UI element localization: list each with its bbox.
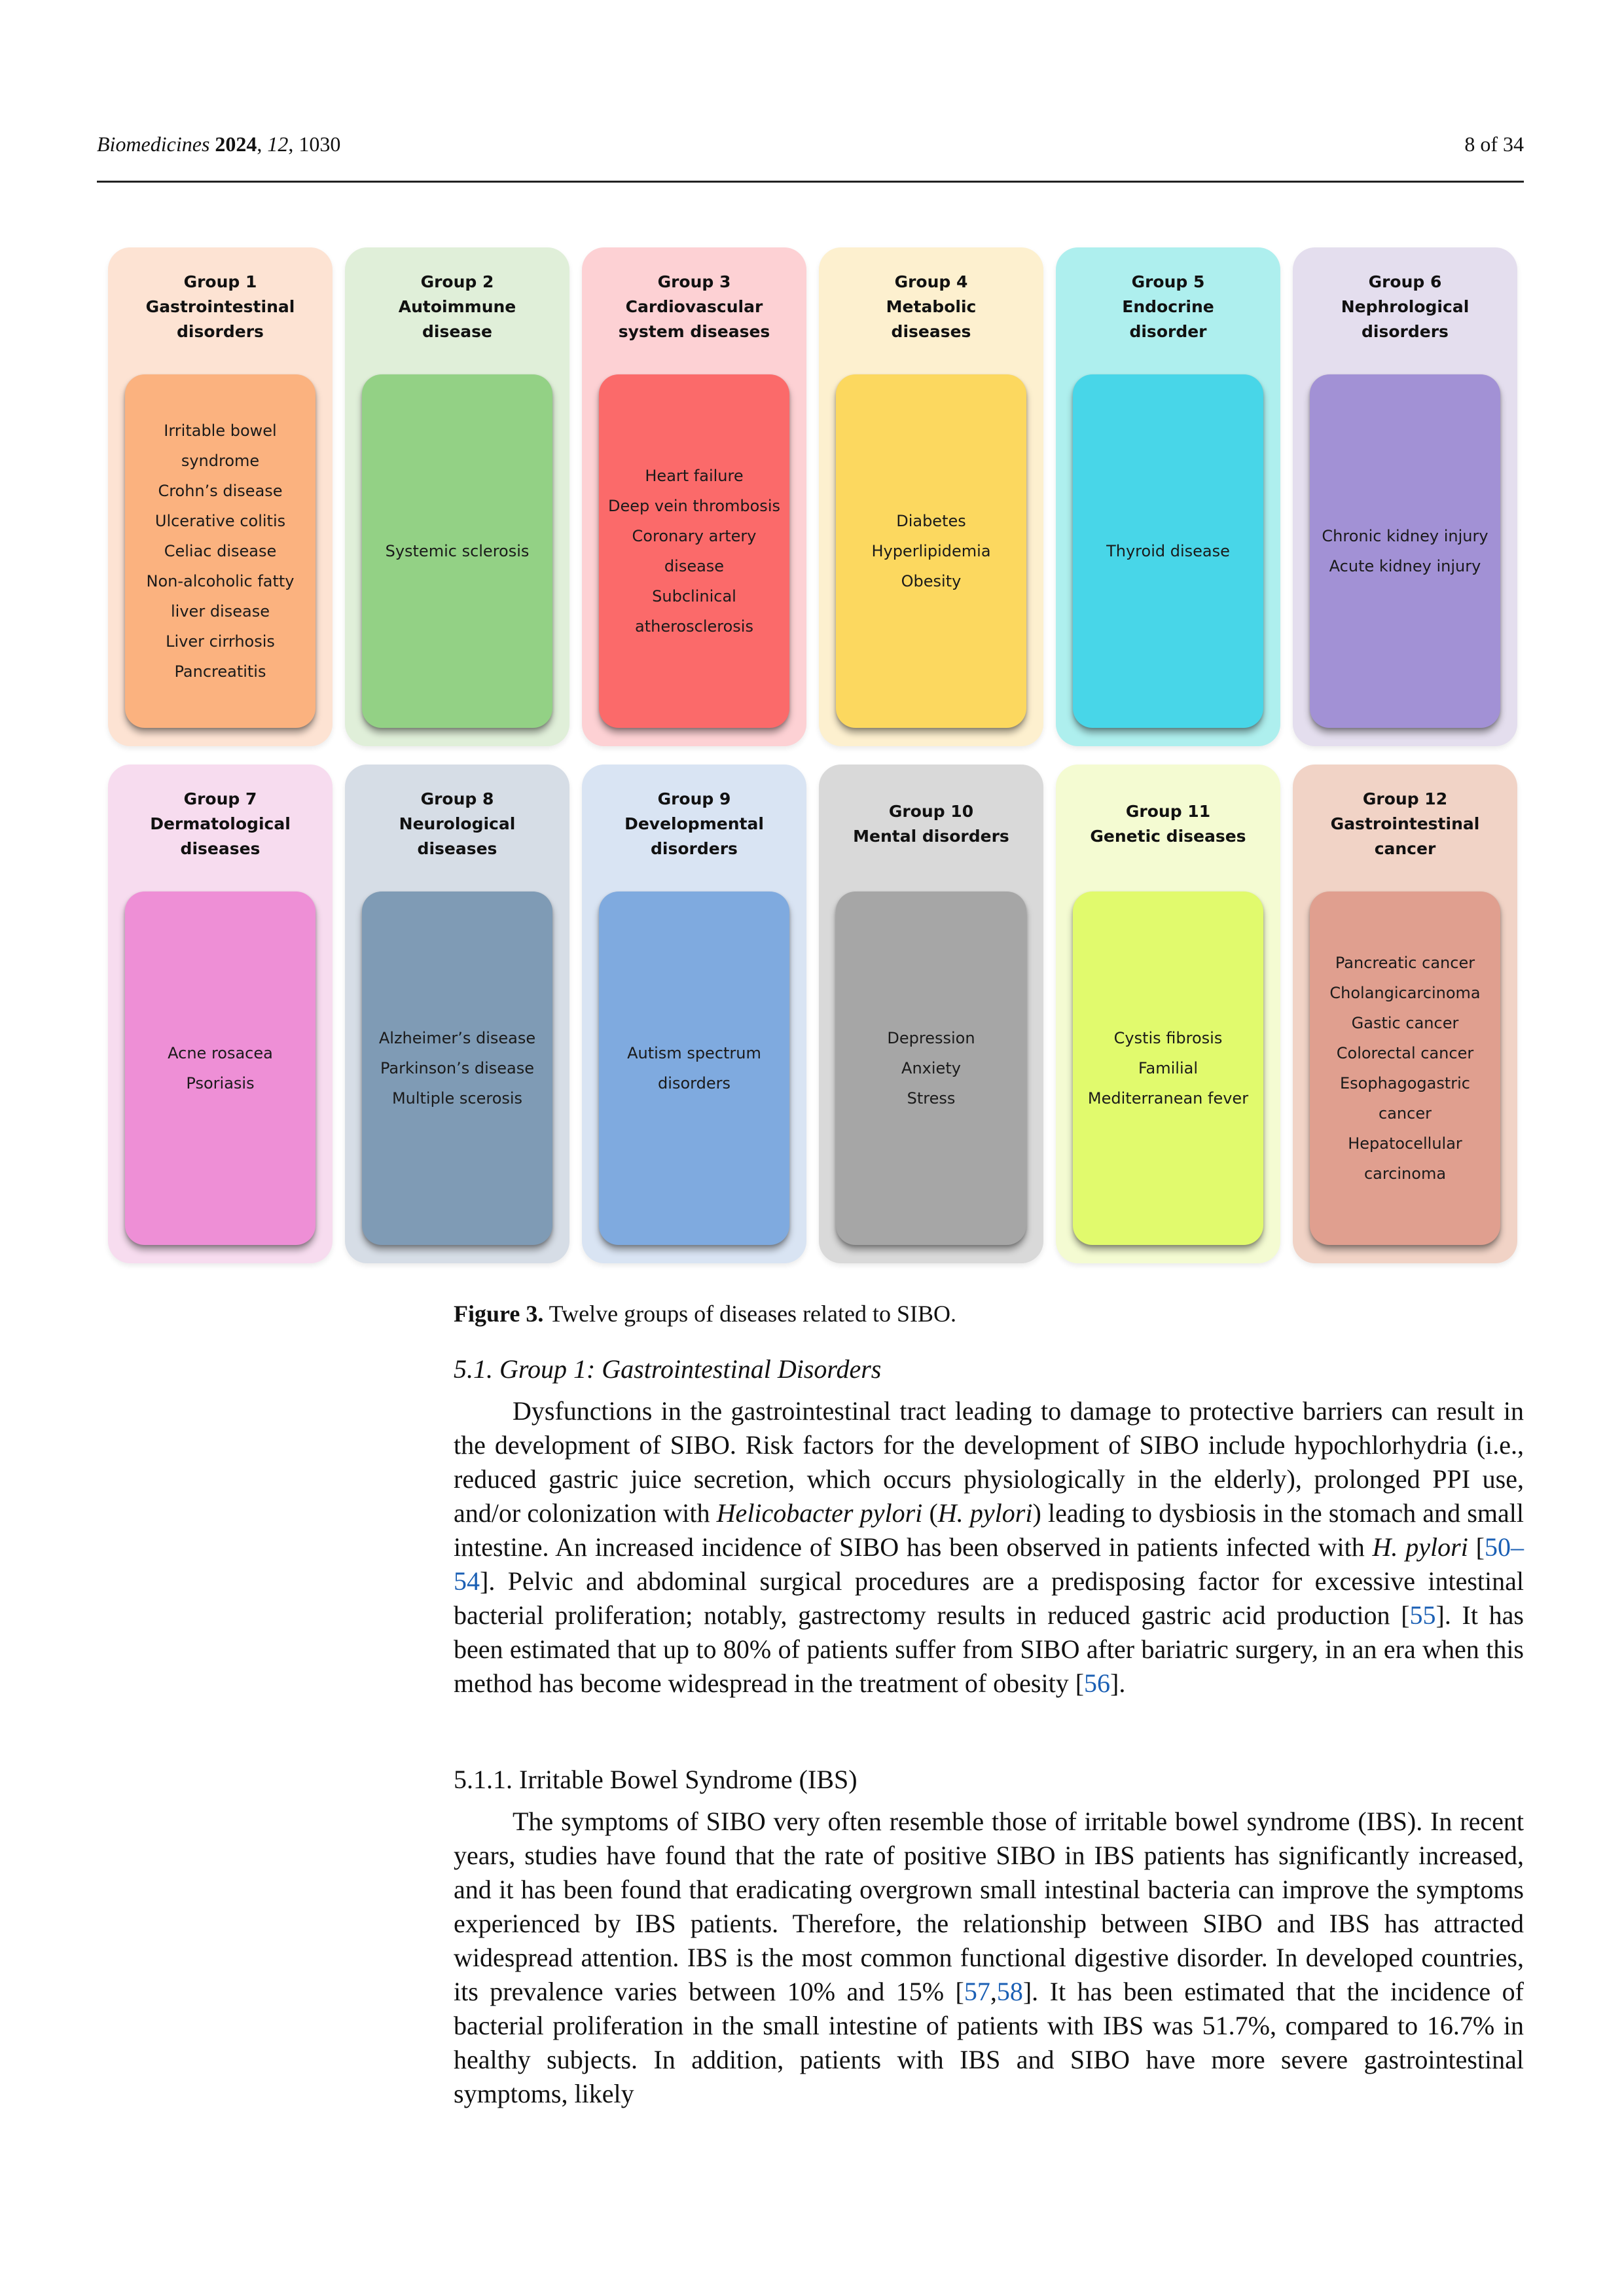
group-title-line: Mental disorders [853,827,1009,846]
disease-group-10 [819,765,1043,1263]
group-items-box [599,892,789,1245]
section-paragraph: Dysfunctions in the gastrointestinal tract leading to damage to protective barriers can result in the development of SIBO. Risk factors for the development of SIBO include hypochlorhydria (i.e., reduced gastric juice secretion, which occurs physiologically in the elderly), prolonged PPI use, and/or colonization with Helicobacter pylori (H. pylori) leading to dysbiosis in the stomach and small intestine. An increased incidence of SIBO has been observed in patients infected with H. pylori [50–54]. Pelvic and abdominal surgical procedures are a predisposing factor for excessive intestinal bacterial proliferation; notably, gastrectomy results in reduced gastric acid production [55]. It has been estimated that up to 80% of patients suffer from SIBO after bariatric surgery, in an era when this method has become widespread in the treatment of obesity [56]. [454,1396,1524,1698]
group-items-box [1073,374,1263,728]
group-title [1056,247,1280,367]
disease-item: Obesity [901,572,962,590]
group-title-line: Group 9 [657,789,731,808]
group-title-line: Autoimmune [398,297,516,316]
disease-item: Celiac disease [164,542,277,560]
disease-item: Acne rosacea [168,1044,273,1062]
disease-group-2 [345,247,569,746]
disease-group-9 [582,765,806,1263]
group-title-line: Developmental [624,814,764,833]
disease-item: Chronic kidney injury [1322,527,1489,545]
disease-item: Colorectal cancer [1336,1044,1474,1062]
group-title-line: Group 1 [183,272,257,291]
group-title [1293,247,1517,367]
group-title-line: Group 12 [1362,789,1448,808]
figure-caption [454,1300,956,1327]
group-title-line: Cardiovascular [625,297,763,316]
disease-group-11 [1056,765,1280,1263]
group-title-line: Group 5 [1131,272,1205,291]
disease-item: Depression [887,1029,975,1047]
group-title-line: Group 4 [894,272,968,291]
group-title-line: disorders [177,322,264,341]
disease-item: Diabetes [896,512,966,530]
disease-item: Pancreatitis [174,662,266,681]
group-title-line: Group 11 [1125,802,1211,821]
group-items-box [125,374,316,728]
group-items-box [836,374,1026,728]
disease-item: Irritable bowel syndrome [164,422,277,470]
disease-item: Stress [907,1089,956,1108]
disease-group-3 [582,247,806,746]
reference-link[interactable]: 58 [996,1977,1023,2006]
group-items-box [362,892,552,1245]
disease-item: Thyroid disease [1106,542,1230,560]
disease-item: Crohn’s disease [158,482,283,500]
group-title [819,765,1043,884]
group-title-line: Group 2 [420,272,494,291]
disease-item: Cystis fibrosis [1113,1029,1223,1047]
group-title-line: disorder [1129,322,1207,341]
reference-link[interactable]: 55 [1409,1600,1436,1630]
group-title-line: Group 10 [888,802,974,821]
disease-item: Anxiety [901,1059,961,1077]
group-title-line: Neurological [399,814,516,833]
group-title [819,247,1043,367]
group-title-line: disorders [651,839,738,858]
disease-item: Acute kidney injury [1329,557,1481,575]
disease-item: Coronary artery disease [632,527,757,575]
page-number: 8 of 34 [1464,132,1524,156]
disease-item: Multiple scerosis [391,1089,523,1108]
disease-item: Non-alcoholic fatty liver disease [146,572,295,621]
disease-group-1 [108,247,333,746]
group-title-line: cancer [1374,839,1436,858]
section-title: 5.1. Group 1: Gastrointestinal Disorders [454,1354,882,1384]
reference-link[interactable]: 57 [964,1977,990,2006]
group-title [1056,765,1280,884]
disease-group-6 [1293,247,1517,746]
journal-volume: 12 [267,132,289,156]
disease-group-12 [1293,765,1517,1263]
group-title-line: system diseases [618,322,770,341]
group-title [345,247,569,367]
disease-item: Heart failure [645,467,744,485]
disease-item: Gastic cancer [1351,1014,1459,1032]
disease-item: Deep vein thrombosis [608,497,780,515]
group-title-line: Group 8 [420,789,494,808]
group-title-line: Genetic diseases [1090,827,1246,846]
group-title-line: diseases [417,839,497,858]
group-items-box [1310,374,1500,728]
group-title [582,765,806,884]
caption-text: Twelve groups of diseases related to SIBO. [543,1301,957,1327]
group-title-line: Gastrointestinal [1330,814,1480,833]
header-rule [97,181,1524,183]
group-items-box [1073,892,1263,1245]
group-items-box [1310,892,1500,1245]
disease-item: Autism spectrum disorders [627,1044,761,1092]
disease-item: Pancreatic cancer [1335,954,1475,972]
group-title-line: disease [422,322,492,341]
group-title [582,247,806,367]
disease-item: Subclinical atherosclerosis [635,587,753,636]
disease-item: Familial Mediterranean fever [1087,1059,1249,1108]
group-title-line: Gastrointestinal [145,297,295,316]
group-title-line: Endocrine [1122,297,1214,316]
group-title-line: diseases [891,322,971,341]
group-title-line: Group 7 [183,789,257,808]
group-title-line: diseases [180,839,261,858]
reference-link[interactable]: 56 [1084,1668,1111,1698]
group-title-line: Group 3 [657,272,731,291]
subsection-title: 5.1.1. Irritable Bowel Syndrome (IBS) [454,1765,857,1794]
disease-group-7 [108,765,333,1263]
group-title-line: Metabolic [886,297,977,316]
journal-citation: Biomedicines 2024, 12, 1030 [97,132,341,156]
group-title [1293,765,1517,884]
disease-item: Psoriasis [186,1074,255,1092]
disease-item: Hepatocellular carcinoma [1348,1134,1462,1183]
disease-group-4 [819,247,1043,746]
caption-label: Figure 3. [454,1301,544,1327]
journal-year: 2024 [215,132,257,156]
group-items-box [599,374,789,728]
figure-3-disease-groups [108,247,1525,1270]
disease-item: Ulcerative colitis [154,512,286,530]
disease-item: Parkinson’s disease [380,1059,535,1077]
journal-name: Biomedicines [97,132,210,156]
group-title-line: Nephrological [1341,297,1470,316]
disease-item: Systemic sclerosis [385,542,530,560]
group-title [108,247,333,367]
disease-item: Liver cirrhosis [166,632,275,651]
group-title [108,765,333,884]
group-items-box [362,374,552,728]
disease-item: Alzheimer’s disease [378,1029,536,1047]
disease-item: Cholangicarcinoma [1329,984,1481,1002]
disease-group-8 [345,765,569,1263]
running-header [97,132,1524,158]
group-items-box [125,892,316,1245]
group-title-line: Group 6 [1368,272,1442,291]
group-items-box [836,892,1026,1245]
group-title [345,765,569,884]
article-number: 1030 [298,132,341,156]
group-title-line: disorders [1362,322,1449,341]
disease-item: Hyperlipidemia [871,542,991,560]
group-title-line: Dermatological [150,814,291,833]
reference-link[interactable]: 50–54 [454,1532,1524,1596]
subsection-paragraph: The symptoms of SIBO very often resemble those of irritable bowel syndrome (IBS). In recent years, studies have found that the rate of positive SIBO in IBS patients has significantly increased, and it has been found that eradicating overgrown small intestinal bacteria can improve the symptoms experienced by IBS patients. Therefore, the relationship between SIBO and IBS has attracted widespread attention. IBS is the most common functional digestive disorder. In developed countries, its prevalence varies between 10% and 15% [57,58]. It has been estimated that the incidence of bacterial proliferation in the small intestine of patients with IBS was 51.7%, compared to 16.7% in healthy subjects. In addition, patients with IBS and SIBO have more severe gastrointestinal symptoms, likely [454,1807,1524,2108]
disease-item: Esophagogastric cancer [1339,1074,1470,1123]
disease-group-5 [1056,247,1280,746]
